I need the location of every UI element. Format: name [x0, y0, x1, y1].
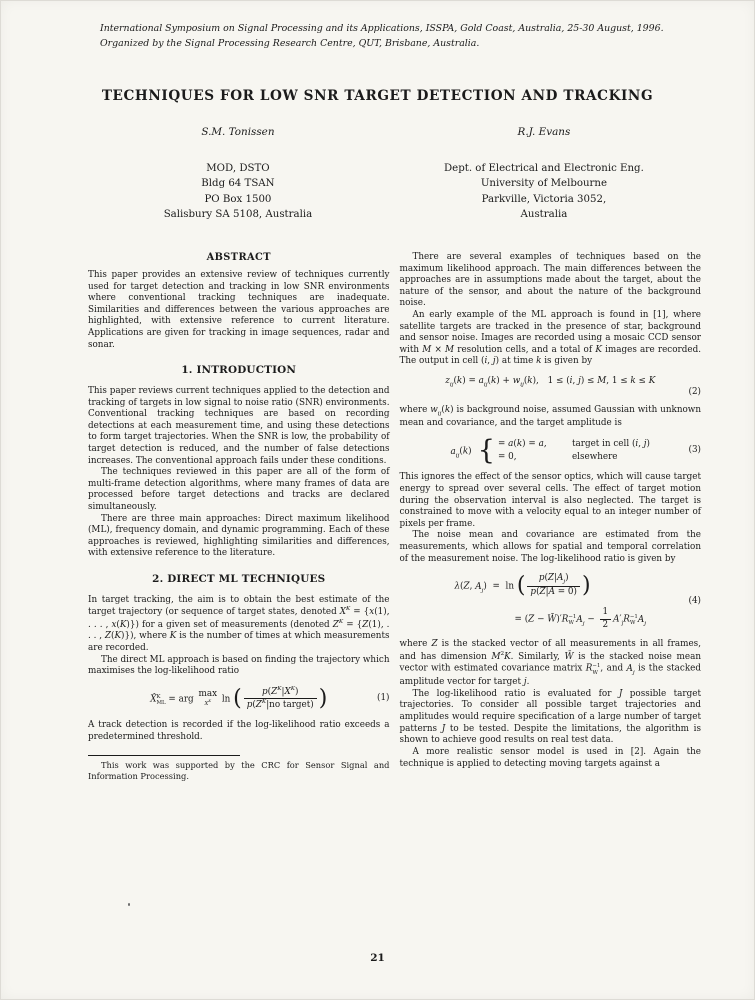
affiliation-melbourne-line2: University of Melbourne — [480, 178, 608, 190]
rc-paragraph-8: A more realistic sensor model is used in [2]. Again the technique is applied to detecting moving targets against a — [399, 746, 701, 769]
affiliation-melbourne-line3: Parkville, Victoria 3052, — [481, 193, 607, 205]
conference-header — [100, 22, 675, 51]
abstract-text: This paper provides an extensive review of techniques currently used for target detection and tracking in low SNR environments where conventional tracking techniques are inadequate. Similarities and differences between the various approaches are highlighted, with extensive reference to current literature. Applications are given for tracking in image sequences, radar and sonar. — [88, 269, 390, 350]
affiliation-dsto-line1: MOD, DSTO — [206, 163, 270, 174]
footnote-text: This work was supported by the CRC for Sensor Signal and Information Processing. — [88, 760, 390, 782]
page-number: 21 — [370, 952, 385, 964]
author-left — [88, 126, 388, 222]
conference-header-line2: Organized by the Signal Processing Research Centre, QUT, Brisbane, Australia. — [100, 37, 480, 49]
equation-3-number: (3) — [688, 445, 701, 456]
affiliation-dsto-line2: Bldg 64 TSAN — [201, 178, 275, 190]
footnote-rule — [88, 755, 240, 756]
rc-paragraph-5: The noise mean and covariance are estimated from the measurements, which allows for spatial and temporal correlation of the measurement noise. The log-likelihood ratio is given by — [399, 530, 701, 564]
author-name-evans: R.J. Evans — [517, 126, 571, 138]
ml-paragraph-2: The direct ML approach is based on finding the trajectory which maximises the log-likelihood ratio — [88, 654, 390, 677]
equation-4 — [400, 573, 702, 631]
affiliation-dsto — [88, 161, 388, 222]
paper-title: TECHNIQUES FOR LOW SNR TARGET DETECTION AND TRACKING — [101, 88, 654, 104]
abstract-heading: ABSTRACT — [206, 252, 271, 263]
affiliation-melbourne — [388, 161, 700, 222]
intro-paragraph-2: The techniques reviewed in this paper are all of the form of multi-frame detection algorithms, where many frames of data are processed before target detections and tracks are declared simultaneously. — [88, 467, 390, 513]
affiliation-dsto-line3: PO Box 1500 — [204, 193, 272, 205]
section-2-heading: 2. DIRECT ML TECHNIQUES — [152, 573, 326, 586]
rc-paragraph-3: where $w_{ij}(k)$ is background noise, assumed Gaussian with unknown mean and covariance, and the target amplitude is — [399, 405, 702, 429]
rc-paragraph-1: There are several examples of techniques based on the maximum likelihood approach. The main differences between the approaches are in assumptions made about the target, about the nature of the sensor, and about the nature of the background noise. — [399, 252, 701, 309]
affiliation-dsto-line4: Salisbury SA 5108, Australia — [163, 208, 313, 220]
rc-paragraph-6: where Z is the stacked vector of all measurements in all frames, and has dimension $M^2K$. Similarly, W̄ is the stacked noise mean vector with estimated covariance matrix R −1 W , and $A_j$ is the stacked amplitude vector for target j. — [399, 639, 701, 688]
conference-header-line1: International Symposium on Signal Processing and its Applications, ISSPA, Gold Coast, Australia, 25-30 August, 1996. — [100, 23, 664, 34]
right-column — [400, 252, 702, 782]
intro-paragraph-3: There are three main approaches: Direct maximum likelihood (ML), frequency domain, and dynamic programming. Each of these approaches is reviewed, highlighting similarities and differences, with extensive reference to the literature. — [88, 513, 390, 559]
affiliation-melbourne-line4: Australia — [520, 208, 568, 220]
intro-paragraph-1: This paper reviews current techniques applied to the detection and tracking of targets in low signal to noise ratio (SNR) environments. Conventional tracking techniques are based on recording detections at each measurement time, and using these detections to form target trajectories. When the SNR is low, the probability of target detection is reduced, and the number of false detections increases. The conventional approach fails under these conditions. — [88, 385, 390, 466]
rc-paragraph-4: This ignores the effect of the sensor optics, which will cause target energy to spread over several cells. The effect of target motion during the observation interval is also neglected. The target is constrained to move with a velocity equal to an integer number of pixels per frame. — [399, 472, 701, 529]
author-block — [88, 126, 700, 222]
equation-4-body: λ(Z, $A_j$) = ln ( $\frac{p(Z|A_j)}{p(Z|A = 0)}$ ) = (Z − W̄)′R −1 W $A_j$ − $\frac{1}{2}$ $A'_jR$ −1 W $A_j$ — [454, 573, 647, 630]
rc-paragraph-2: An early example of the ML approach is found in [1], where satellite targets are tracked in the presence of star, background and sensor noise. Images are recorded using a mosaic CCD sensor with M × M resolution cells, and a total of K images are recorded. The output in cell (i, j) at time k is given by — [399, 310, 702, 367]
equation-1 — [88, 686, 390, 712]
section-1-heading: 1. INTRODUCTION — [181, 364, 297, 377]
equation-2-body: $z_{ij}(k) = a_{ij}(k) + w_{ij}(k)$, 1 ≤ (i, j) ≤ M, 1 ≤ k ≤ K — [445, 376, 656, 388]
equation-1-number: (1) — [377, 693, 390, 704]
footnote — [88, 755, 390, 782]
scan-artifact-dot — [128, 903, 130, 906]
equation-2 — [400, 376, 702, 389]
author-name-tonissen: S.M. Tonissen — [201, 126, 275, 138]
rc-paragraph-7: The log-likelihood ratio is evaluated for J possible target trajectories. To consider all possible target trajectories and amplitudes would require specification of a large number of target patterns J to be tested. Despite the limitations, the algorithm is shown to achieve good results on real test data. — [399, 688, 701, 746]
ml-paragraph-1: In target tracking, the aim is to obtain the best estimate of the target trajectory (or sequence of target states, denoted $X^K = \{x(1)$, . . . , x(K)}) for a given set of measurements (denoted $Z^K = \{Z(1)$, . . . , Z(K)}), where K is the number of times at which measurements are recorded. — [88, 594, 390, 654]
equation-3 — [400, 435, 702, 467]
affiliation-melbourne-line1: Dept. of Electrical and Electronic Eng. — [444, 163, 644, 174]
body-columns — [88, 252, 701, 782]
equation-3-body: $a_{ij}(k)$ { = a(k) = a, target in cell (i, j) = 0, elsewhere — [450, 435, 650, 467]
equation-1-body: X̂ K ML = arg max $X^K$ ln ( $\frac{p(Z^K|X^K)}{p(Z^K|no target)}$ ) — [150, 685, 328, 711]
author-right — [388, 126, 700, 222]
left-column — [88, 252, 390, 782]
equation-4-number: (4) — [688, 596, 701, 607]
equation-2-number: (2) — [688, 387, 701, 398]
ml-paragraph-3: A track detection is recorded if the log-likelihood ratio exceeds a predetermined threshold. — [88, 719, 390, 742]
